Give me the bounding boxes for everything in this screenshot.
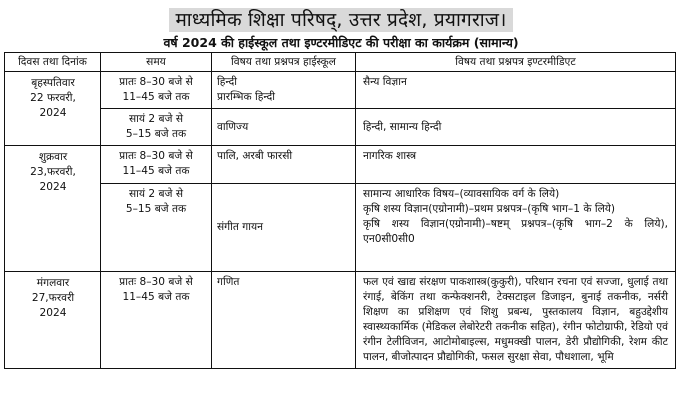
time-cell: प्रातः 8–30 बजे से 11–45 बजे तक bbox=[101, 146, 212, 184]
intermediate-subject-cell: हिन्दी, सामान्य हिन्दी bbox=[356, 109, 676, 146]
day-cell: शुक्रवार 23,फरवरी, 2024 bbox=[5, 146, 101, 272]
table-header-row bbox=[5, 53, 676, 72]
day-cell: मंगलवार 27,फरवरी 2024 bbox=[5, 272, 101, 369]
intermediate-subject-cell: नागरिक शास्त्र bbox=[356, 146, 676, 184]
header-intermediate: विषय तथा प्रश्नपत्र इण्टरमीडिएट bbox=[356, 53, 676, 72]
table-row bbox=[5, 109, 676, 146]
exam-schedule-table bbox=[4, 52, 676, 369]
table-row bbox=[5, 146, 676, 184]
intermediate-subject-cell: सैन्य विज्ञान bbox=[356, 72, 676, 109]
intermediate-subject-cell: सामान्य आधारिक विषय–(व्यावसायिक वर्ग के लिये) कृषि शस्य विज्ञान(एग्रोनामी)–प्रथम प्रश्नपत्र–(कृषि भाग–1 के लिये) कृषि शस्य विज्ञान(एग्रोनामी)–षष्टम् प्रश्नपत्र–(कृषि भाग–2 के लिये), एन0सी0सी0 bbox=[356, 184, 676, 272]
time-cell: प्रातः 8–30 बजे से 11–45 बजे तक bbox=[101, 72, 212, 109]
table-row bbox=[5, 272, 676, 369]
highschool-subject-cell: गणित bbox=[212, 272, 356, 369]
highschool-subject-cell: पालि, अरबी फारसी bbox=[212, 146, 356, 184]
intermediate-subject-cell: फल एवं खाद्य संरक्षण पाकशास्त्र(कुकुरी), परिधान रचना एवं सज्जा, धुलाई तथा रंगाई, बेकिंग तथा कन्फेक्शनरी, टेक्सटाइल डिजाइन, बुनाई तकनीक, नर्सरी शिक्षण का प्रशिक्षण एवं शिशु प्रबन्ध, पुस्तकालय विज्ञान, बहुउद्देशीय स्वास्थ्यकार्मिक (मेडिकल लेबोरेटरी तकनीक सहित), रंगीन फोटोग्राफी, रेडियो एवं रंगीन टेलीविजन, आटोमोबाइल्स, मधुमक्खी पालन, डेरी प्रौद्योगिकी, रेशम कीट पालन, बीजोत्पादन प्रौद्योगिकी, फसल सुरक्षा सेवा, पौधशाला, भूमि bbox=[356, 272, 676, 369]
time-cell: सायं 2 बजे से 5–15 बजे तक bbox=[101, 184, 212, 272]
day-cell: बृहस्पतिवार 22 फरवरी, 2024 bbox=[5, 72, 101, 146]
time-cell: प्रातः 8–30 बजे से 11–45 बजे तक bbox=[101, 272, 212, 369]
header-time: समय bbox=[101, 53, 212, 72]
page-subtitle: वर्ष 2024 की हाईस्कूल तथा इण्टरमीडिएट की परीक्षा का कार्यक्रम (सामान्य) bbox=[163, 35, 519, 50]
header-day: दिवस तथा दिनांक bbox=[5, 53, 101, 72]
title-bar bbox=[0, 8, 682, 32]
table-row bbox=[5, 184, 676, 272]
table-row bbox=[5, 72, 676, 109]
highschool-subject-cell: हिन्दी प्रारम्भिक हिन्दी bbox=[212, 72, 356, 109]
page-title: माध्यमिक शिक्षा परिषद्, उत्तर प्रदेश, प्रयागराज। bbox=[169, 8, 512, 32]
highschool-subject-cell: वाणिज्य bbox=[212, 109, 356, 146]
time-cell: सायं 2 बजे से 5–15 बजे तक bbox=[101, 109, 212, 146]
highschool-subject-cell: संगीत गायन bbox=[212, 184, 356, 272]
header-highschool: विषय तथा प्रश्नपत्र हाईस्कूल bbox=[212, 53, 356, 72]
